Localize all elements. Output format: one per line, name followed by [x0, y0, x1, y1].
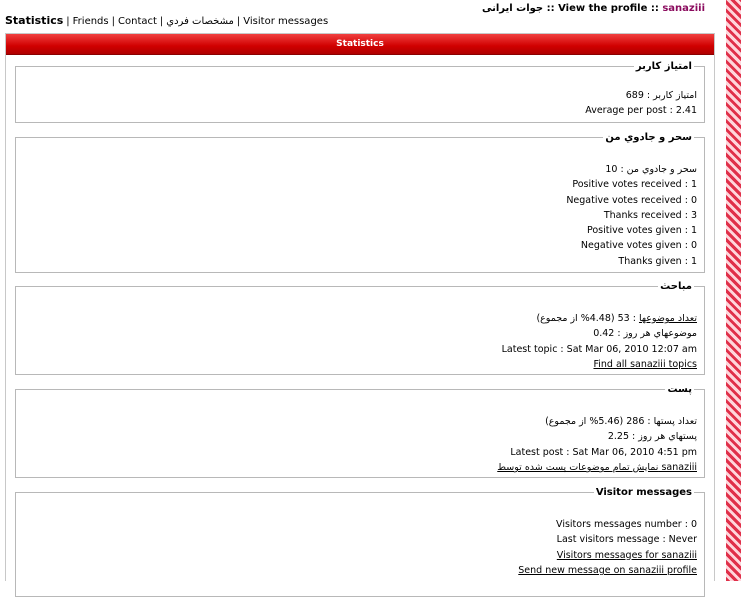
- panel-header: Statistics: [6, 34, 714, 55]
- tab-personal-info[interactable]: مشخصات فردي: [166, 16, 234, 27]
- visitor-messages-link[interactable]: Visitors messages for sanaziii: [556, 549, 697, 561]
- stat-row: [518, 548, 697, 563]
- stat-row: [497, 460, 697, 475]
- stat-row: Last visitors message : Never: [556, 534, 697, 546]
- stat-row: امتياز کاربر : 689: [625, 90, 697, 101]
- tab-separator: |: [66, 16, 70, 27]
- tab-visitor-messages[interactable]: Visitor messages: [243, 16, 329, 27]
- stat-row: Negative votes received : 0: [566, 194, 697, 206]
- stat-row: Positive votes received : 1: [572, 179, 697, 191]
- title-separator: ::: [546, 3, 555, 14]
- section-reputation: [15, 132, 705, 273]
- stat-row: پستهاي هر روز : 2.25: [607, 431, 697, 443]
- stat-row: سحر و جادوي من : 10: [605, 164, 697, 175]
- tab-separator: |: [236, 16, 241, 27]
- page-title: [482, 3, 705, 14]
- section-title: امتياز كاربر: [635, 61, 692, 72]
- stat-row: [502, 357, 697, 372]
- site-link[interactable]: جوات ايرانى: [482, 3, 544, 14]
- section-topics: [15, 281, 705, 375]
- stat-row: Latest topic : Sat Mar 06, 2010 12:07 am: [501, 343, 697, 355]
- stat-row: Visitors messages number : 0: [556, 519, 697, 530]
- show-all-posts-link[interactable]: نمايش تمام موضوعات پست شده توسط sanaziii: [497, 461, 697, 473]
- tab-separator: |: [159, 16, 164, 27]
- find-all-topics-link[interactable]: Find all sanaziii topics: [593, 358, 697, 370]
- stat-row: Thanks received : 3: [603, 209, 697, 221]
- stat-row: Latest post : Sat Mar 06, 2010 4:51 pm: [510, 446, 697, 458]
- topics-link[interactable]: تعداد موضوعها: [638, 313, 697, 324]
- tab-contact[interactable]: Contact: [118, 16, 157, 27]
- tab-statistics[interactable]: Statistics: [5, 14, 64, 27]
- section-user-points: [15, 61, 705, 123]
- stat-row: موضوعهاي هر روز : 0.42: [593, 328, 697, 340]
- statistics-panel: [5, 33, 715, 581]
- profile-username: sanaziii: [662, 3, 705, 14]
- section-posts: [15, 384, 705, 478]
- decorative-stripe-border: [726, 0, 741, 581]
- section-title: سحر و جادوي من: [605, 132, 692, 143]
- topics-count: : 53 (4.48% از مجموع): [536, 313, 639, 324]
- stat-row: Negative votes given : 0: [580, 240, 697, 252]
- stat-row: Positive votes given : 1: [586, 225, 697, 237]
- title-separator: ::: [650, 3, 659, 14]
- stat-row: Average per post : 2.41: [585, 105, 697, 117]
- stat-row: Thanks given : 1: [618, 255, 697, 267]
- stat-row: تعداد پستها : 286 (5.46% از مجموع): [545, 416, 697, 427]
- tab-friends[interactable]: Friends: [72, 16, 109, 27]
- section-title: مباحث: [660, 281, 692, 292]
- view-profile-label: View the profile: [558, 3, 648, 14]
- section-title: پست: [667, 384, 692, 395]
- send-message-link[interactable]: Send new message on sanaziii profile: [518, 564, 697, 576]
- stat-row: [518, 563, 697, 578]
- stat-row: [502, 311, 697, 326]
- tab-separator: |: [111, 16, 115, 27]
- section-title: Visitor messages: [595, 487, 692, 498]
- profile-tabs: [5, 14, 328, 27]
